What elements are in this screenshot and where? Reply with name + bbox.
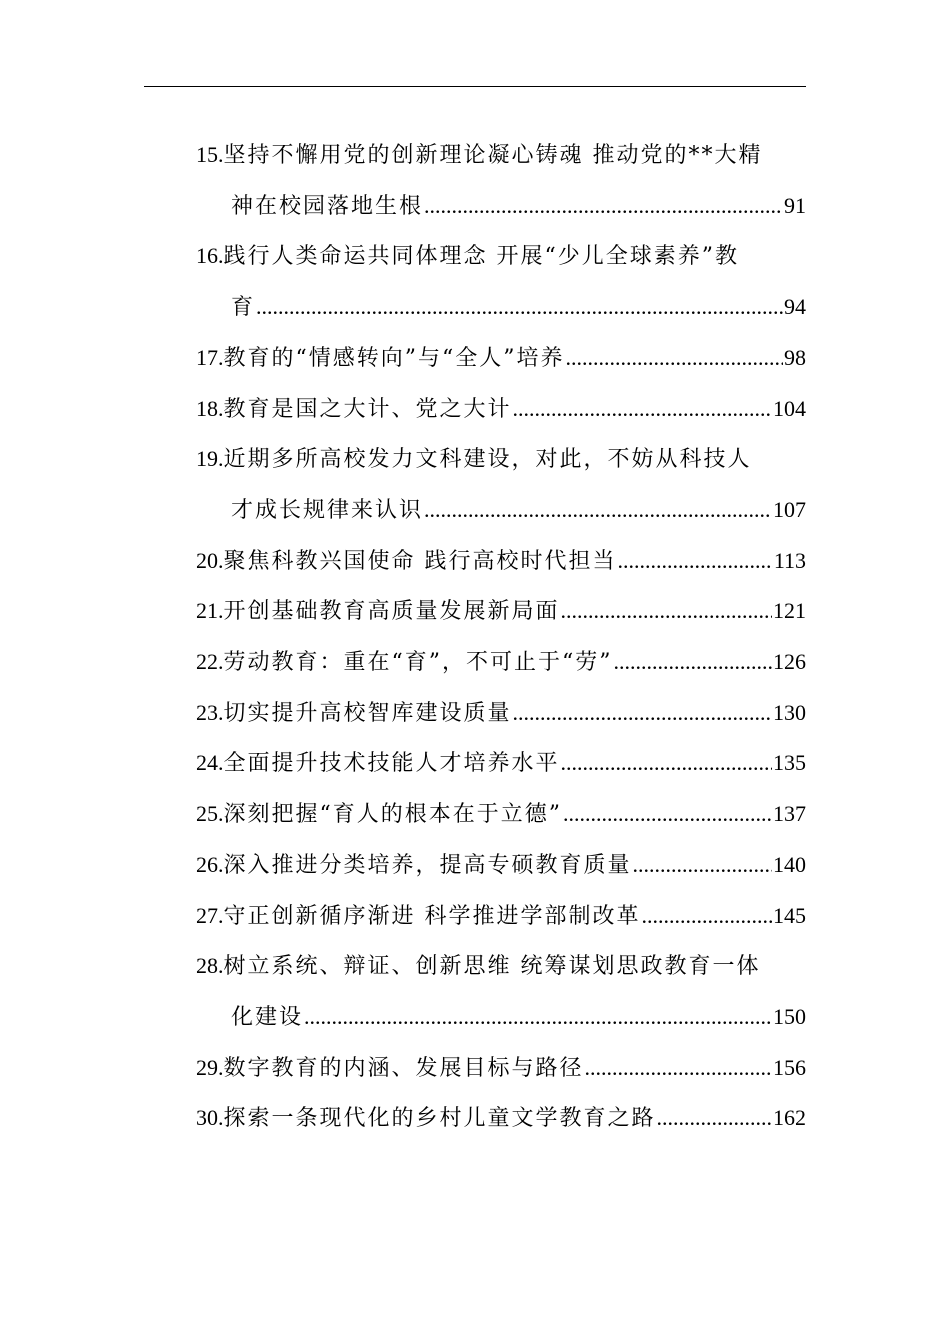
toc-entry-title: 探索一条现代化的乡村儿童文学教育之路 bbox=[223, 1106, 656, 1132]
toc-entry-page: 126 bbox=[773, 649, 806, 675]
dot-leader bbox=[657, 1093, 772, 1143]
toc-entry[interactable] bbox=[196, 231, 806, 332]
toc-entry-page: 145 bbox=[773, 902, 806, 928]
toc-entry-title: 开创基础教育高质量发展新局面 bbox=[223, 599, 560, 625]
toc-entry-number: 22. bbox=[196, 649, 224, 675]
toc-entry-number: 23. bbox=[196, 699, 224, 725]
dot-leader bbox=[642, 891, 773, 941]
toc-entry[interactable] bbox=[196, 536, 806, 587]
dot-leader bbox=[585, 1043, 772, 1093]
dot-leader bbox=[513, 688, 772, 738]
toc-entry-title: 坚持不懈用党的创新理论凝心铸魂 推动党的**大精 bbox=[223, 143, 763, 168]
toc-entry-page: 150 bbox=[773, 1003, 806, 1029]
toc-entry[interactable] bbox=[196, 434, 806, 535]
toc-entry-number: 19. bbox=[196, 446, 224, 472]
dot-leader bbox=[618, 536, 773, 586]
toc-entry-title-continued: 才成长规律来认识 bbox=[231, 497, 424, 523]
dot-leader bbox=[424, 485, 772, 535]
toc-entry-page: 94 bbox=[784, 294, 806, 320]
toc-entry[interactable] bbox=[196, 586, 806, 637]
toc-entry-title-continued: 神在校园落地生根 bbox=[231, 193, 424, 219]
toc-entry[interactable] bbox=[196, 1093, 806, 1144]
toc-entry-title: 教育是国之大计、党之大计 bbox=[223, 396, 512, 422]
toc-entry-title: 切实提升高校智库建设质量 bbox=[223, 700, 512, 726]
toc-entry[interactable] bbox=[196, 333, 806, 384]
toc-entry-title: 深入推进分类培养，提高专硕教育质量 bbox=[223, 852, 632, 878]
dot-leader bbox=[424, 181, 783, 231]
toc-entry-title: 数字教育的内涵、发展目标与路径 bbox=[223, 1055, 584, 1081]
toc-entry-number: 18. bbox=[196, 395, 224, 421]
dot-leader bbox=[614, 637, 773, 687]
toc-entry[interactable] bbox=[196, 941, 806, 1042]
toc-entry-number: 26. bbox=[196, 851, 224, 877]
toc-entry-title-continued: 化建设 bbox=[231, 1004, 304, 1030]
toc-entry-number: 25. bbox=[196, 801, 224, 827]
table-of-contents bbox=[196, 130, 806, 1144]
toc-entry[interactable] bbox=[196, 384, 806, 435]
toc-entry-page: 140 bbox=[773, 851, 806, 877]
toc-entry-title: 守正创新循序渐进 科学推进学部制改革 bbox=[223, 903, 641, 929]
toc-entry-title: 全面提升技术技能人才培养水平 bbox=[223, 751, 560, 777]
toc-entry-number: 30. bbox=[196, 1105, 224, 1131]
toc-entry-number: 29. bbox=[196, 1054, 224, 1080]
toc-entry-page: 156 bbox=[773, 1054, 806, 1080]
toc-entry[interactable] bbox=[196, 130, 806, 231]
toc-entry-title: 树立系统、辩证、创新思维 统筹谋划思政教育一体 bbox=[223, 954, 761, 980]
toc-entry-page: 113 bbox=[773, 547, 806, 573]
toc-entry-page: 91 bbox=[784, 192, 806, 218]
toc-entry-number: 28. bbox=[196, 953, 224, 979]
dot-leader bbox=[566, 333, 784, 383]
dot-leader bbox=[561, 586, 772, 636]
toc-entry-number: 20. bbox=[196, 547, 224, 573]
toc-entry-page: 162 bbox=[773, 1105, 806, 1131]
header-rule bbox=[144, 86, 806, 87]
toc-entry-title: 近期多所高校发力文科建设，对此，不妨从科技人 bbox=[223, 447, 752, 473]
toc-entry[interactable] bbox=[196, 789, 806, 840]
toc-entry-number: 17. bbox=[196, 344, 224, 370]
dot-leader bbox=[633, 840, 772, 890]
dot-leader bbox=[513, 384, 772, 434]
toc-entry-number: 16. bbox=[196, 243, 224, 269]
toc-entry-title-continued: 育 bbox=[231, 295, 256, 321]
toc-entry-number: 15. bbox=[196, 142, 224, 167]
toc-entry-page: 107 bbox=[773, 496, 806, 522]
toc-entry-title: 践行人类命运共同体理念 开展“少儿全球素养”教 bbox=[223, 244, 739, 270]
toc-entry-title: 劳动教育：重在“育”，不可止于“劳” bbox=[223, 650, 613, 676]
toc-entry-number: 27. bbox=[196, 902, 224, 928]
toc-entry-page: 135 bbox=[773, 750, 806, 776]
toc-entry-page: 130 bbox=[773, 699, 806, 725]
toc-entry-number: 21. bbox=[196, 598, 224, 624]
toc-entry-title: 聚焦科教兴国使命 践行高校时代担当 bbox=[223, 548, 617, 574]
toc-entry[interactable] bbox=[196, 738, 806, 789]
toc-entry-title: 教育的“情感转向”与“全人”培养 bbox=[223, 345, 565, 371]
toc-entry[interactable] bbox=[196, 840, 806, 891]
toc-entry-title: 深刻把握“育人的根本在于立德” bbox=[223, 802, 562, 828]
toc-entry-page: 121 bbox=[773, 598, 806, 624]
toc-entry[interactable] bbox=[196, 1043, 806, 1094]
dot-leader bbox=[561, 738, 772, 788]
toc-entry[interactable] bbox=[196, 637, 806, 688]
toc-entry-page: 98 bbox=[784, 344, 806, 370]
dot-leader bbox=[304, 992, 772, 1042]
toc-entry-page: 137 bbox=[773, 801, 806, 827]
toc-entry-number: 24. bbox=[196, 750, 224, 776]
dot-leader bbox=[563, 789, 772, 839]
dot-leader bbox=[256, 282, 783, 332]
toc-entry[interactable] bbox=[196, 891, 806, 942]
toc-entry[interactable] bbox=[196, 688, 806, 739]
toc-entry-page: 104 bbox=[773, 395, 806, 421]
